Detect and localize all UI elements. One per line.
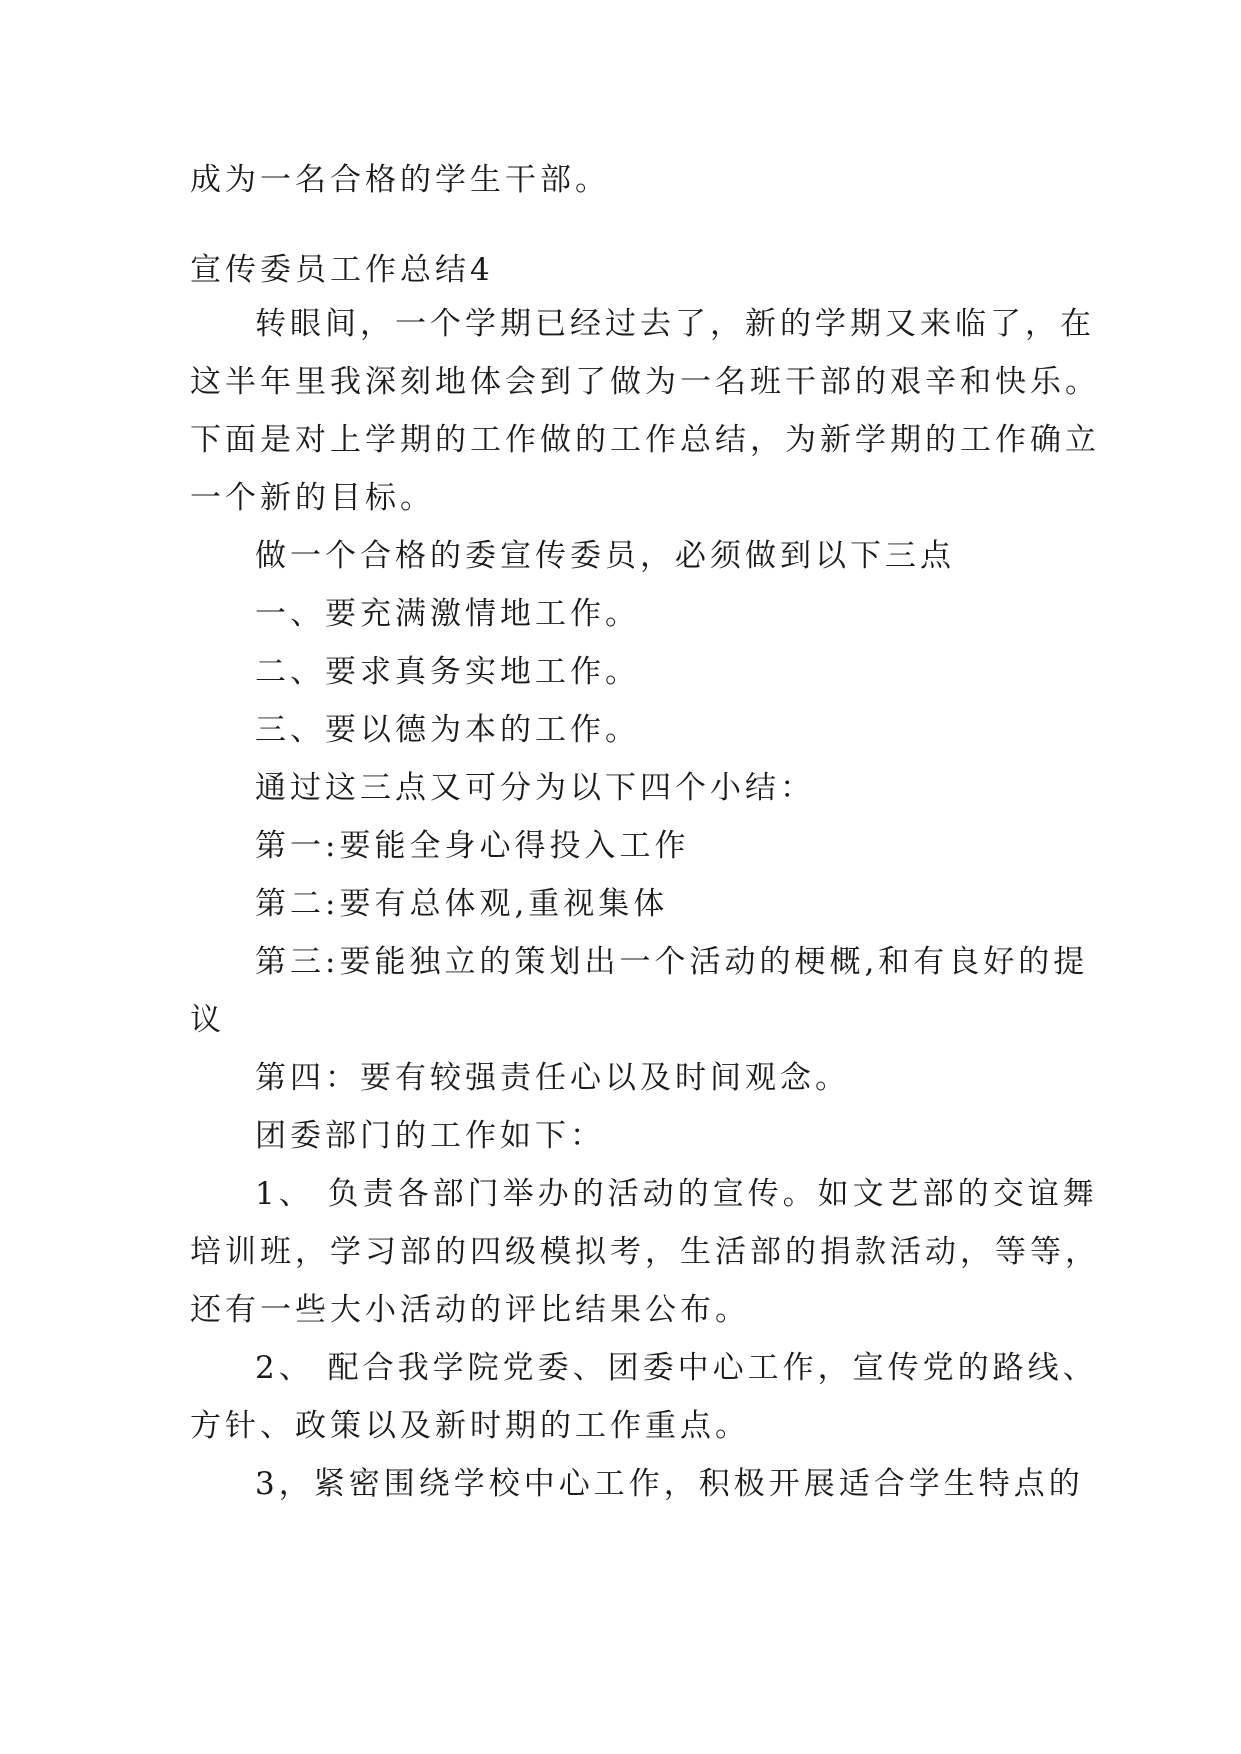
paragraph-line: 做一个合格的委宣传委员，必须做到以下三点 <box>255 538 955 574</box>
paragraph-line: 通过这三点又可分为以下四个小结： <box>255 770 815 806</box>
paragraph-line: 一个新的目标。 <box>190 480 435 516</box>
list-item: 第三:要能独立的策划出一个活动的梗概,和有良好的提 <box>255 944 1089 980</box>
paragraph-line: 成为一名合格的学生干部。 <box>190 162 610 198</box>
paragraph-line: 团委部门的工作如下： <box>255 1118 605 1154</box>
list-item: 议 <box>190 1002 225 1038</box>
section-heading: 宣传委员工作总结4 <box>190 252 494 288</box>
list-item: 2、 配合我学院党委、团委中心工作，宣传党的路线、 <box>255 1350 1098 1386</box>
paragraph-line: 这半年里我深刻地体会到了做为一名班干部的艰辛和快乐。 <box>190 364 1100 400</box>
list-item: 第四：要有较强责任心以及时间观念。 <box>255 1060 850 1096</box>
list-item: 第一:要能全身心得投入工作 <box>255 828 690 864</box>
paragraph-line: 培训班，学习部的四级模拟考，生活部的捐款活动，等等， <box>190 1234 1100 1270</box>
list-item: 3，紧密围绕学校中心工作，积极开展适合学生特点的 <box>255 1466 1084 1502</box>
paragraph-line: 转眼间，一个学期已经过去了，新的学期又来临了，在 <box>255 306 1095 342</box>
list-item: 一、要充满激情地工作。 <box>255 596 640 632</box>
paragraph-line: 还有一些大小活动的评比结果公布。 <box>190 1292 750 1328</box>
list-item: 三、要以德为本的工作。 <box>255 712 640 748</box>
paragraph-line: 下面是对上学期的工作做的工作总结，为新学期的工作确立 <box>190 422 1100 458</box>
list-item: 第二:要有总体观,重视集体 <box>255 886 669 922</box>
list-item: 1、 负责各部门举办的活动的宣传。如文艺部的交谊舞 <box>255 1176 1098 1212</box>
paragraph-line: 方针、政策以及新时期的工作重点。 <box>190 1408 750 1444</box>
list-item: 二、要求真务实地工作。 <box>255 654 640 690</box>
